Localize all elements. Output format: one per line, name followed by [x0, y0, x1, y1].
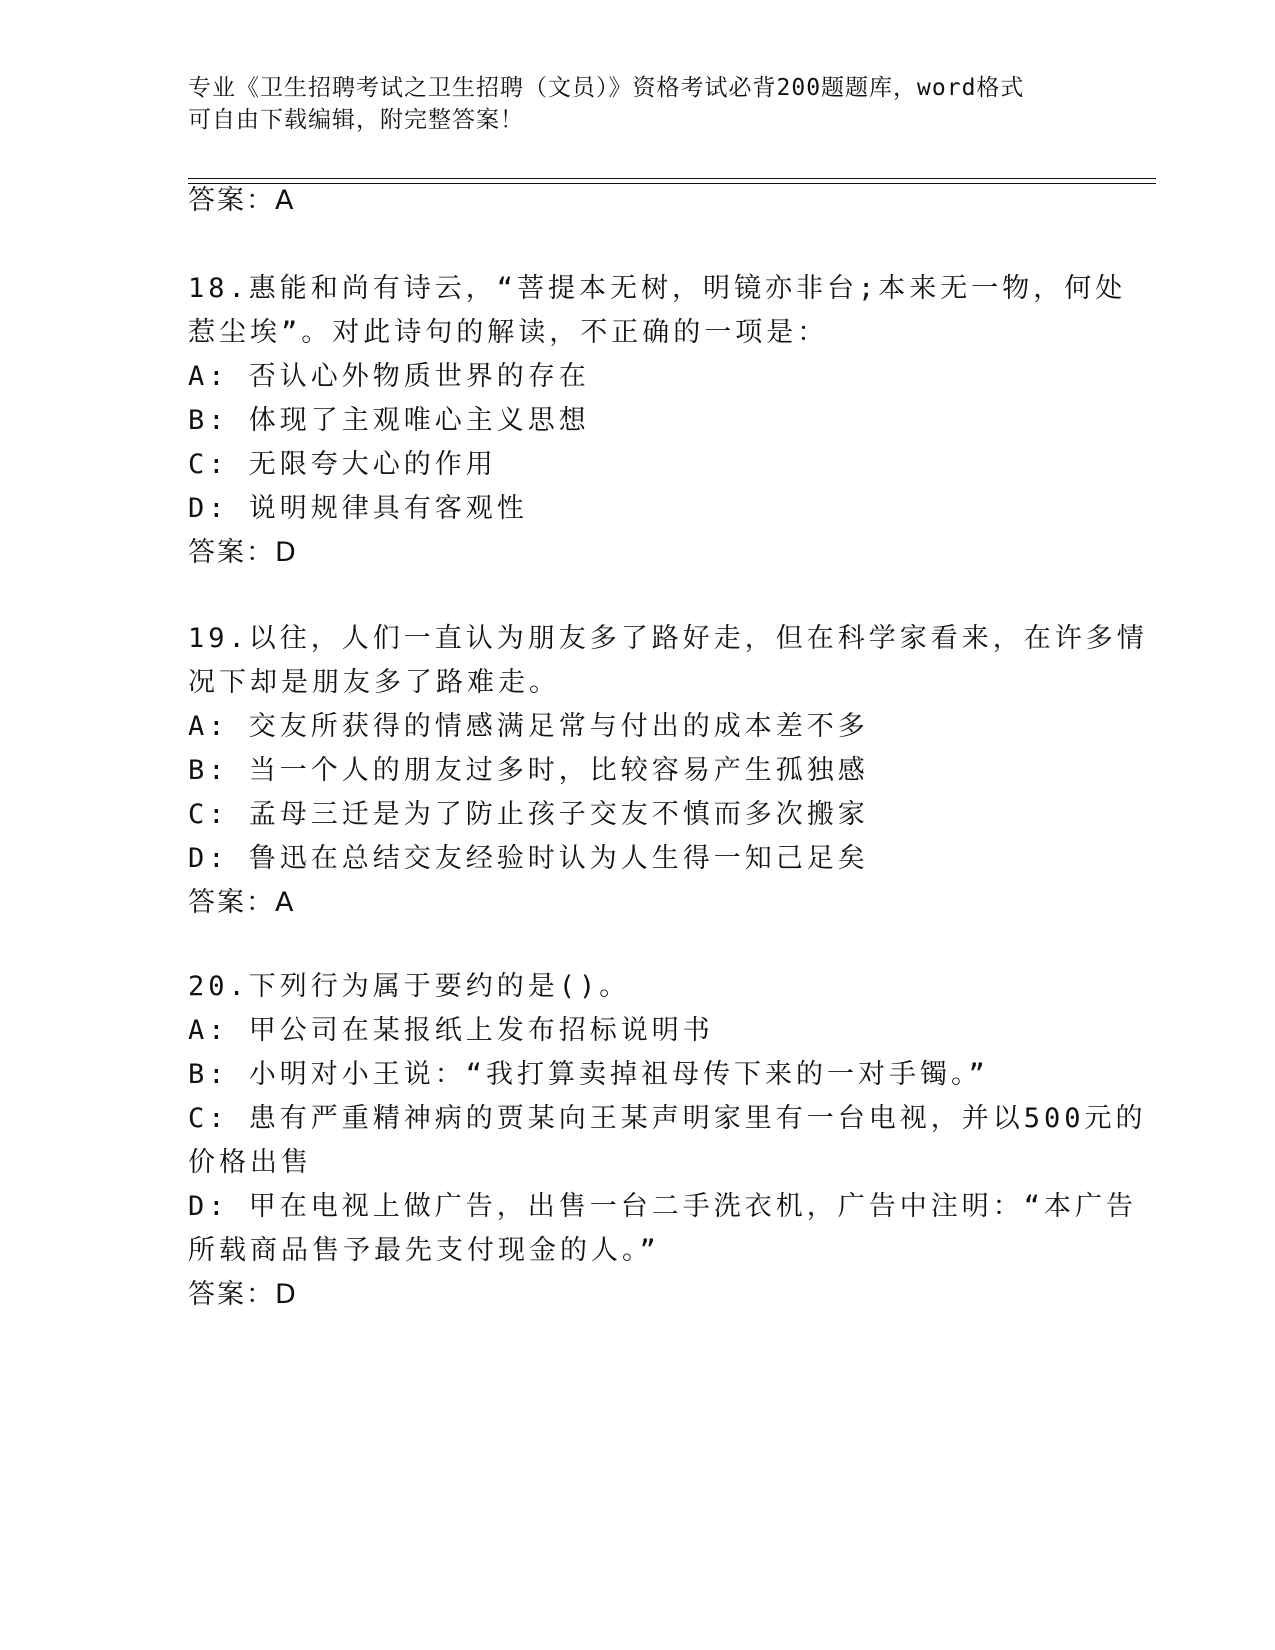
header-title-line-1: 专业《卫生招聘考试之卫生招聘（文员）》资格考试必背200题题库，word格式: [188, 75, 1025, 101]
header-title-line-2: 可自由下载编辑，附完整答案！: [188, 107, 524, 133]
question-20-option-c-line-1: C: 患有严重精神病的贾某向王某声明家里有一台电视，并以500元的: [188, 1103, 1147, 1134]
question-20-answer: 答案：D: [188, 1279, 298, 1310]
question-19-answer: 答案：A: [188, 887, 296, 918]
question-19-option-d: D: 鲁迅在总结交友经验时认为人生得一知己足矣: [188, 843, 869, 874]
question-18-option-b: B: 体现了主观唯心主义思想: [188, 405, 590, 436]
question-20-option-d-line-2: 所载商品售予最先支付现金的人。”: [188, 1235, 660, 1266]
question-20-option-b: B: 小明对小王说：“我打算卖掉祖母传下来的一对手镯。”: [188, 1059, 989, 1090]
question-20-stem-line-1: 20.下列行为属于要约的是()。: [188, 971, 631, 1002]
page-header: [188, 72, 1088, 136]
question-19-option-a: A: 交友所获得的情感满足常与付出的成本差不多: [188, 711, 869, 742]
question-18-option-c: C: 无限夸大心的作用: [188, 449, 497, 480]
question-19-stem-line-2: 况下却是朋友多了路难走。: [188, 667, 560, 698]
header-divider-bottom: [188, 183, 1156, 184]
question-20-option-d-line-1: D: 甲在电视上做广告，出售一台二手洗衣机，广告中注明：“本广告: [188, 1191, 1138, 1222]
answer-line: 答案：A: [188, 185, 296, 216]
question-18-option-a: A: 否认心外物质世界的存在: [188, 361, 590, 392]
question-18-option-d: D: 说明规律具有客观性: [188, 493, 528, 524]
question-18-stem-line-1: 18.惠能和尚有诗云，“菩提本无树，明镜亦非台;本来无一物，何处: [188, 273, 1127, 304]
question-20-option-a: A: 甲公司在某报纸上发布招标说明书: [188, 1015, 714, 1046]
question-19-option-b: B: 当一个人的朋友过多时，比较容易产生孤独感: [188, 755, 869, 786]
question-19-stem-line-1: 19.以往，人们一直认为朋友多了路好走，但在科学家看来，在许多情: [188, 623, 1148, 654]
question-18-answer: 答案：D: [188, 537, 298, 568]
header-divider-top: [188, 178, 1156, 179]
question-20-option-c-line-2: 价格出售: [188, 1147, 312, 1178]
question-18-stem-line-2: 惹尘埃”。对此诗句的解读，不正确的一项是：: [188, 317, 829, 348]
question-19-option-c: C: 孟母三迁是为了防止孩子交友不慎而多次搬家: [188, 799, 869, 830]
